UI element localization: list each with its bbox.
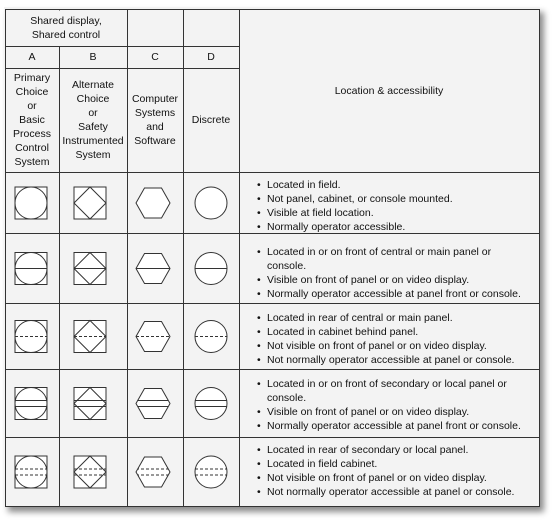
description-line: Safety (78, 121, 108, 133)
location-list-row-3 (257, 311, 537, 367)
location-bullet: • Normally operator accessible at panel front or console. (257, 287, 537, 301)
column-c-description (127, 68, 183, 172)
square-symbol (74, 456, 106, 488)
hexagon-symbol (136, 389, 170, 419)
shared-display-control-label: Shared display, Shared control (30, 15, 102, 41)
column-a-description (5, 68, 59, 172)
location-bullet: • Located in rear of secondary or local panel. (257, 443, 537, 457)
description-line: Basic (19, 114, 45, 126)
description-line: System (75, 149, 111, 161)
location-bullet: console. (267, 392, 307, 404)
description-line: Computer (131, 93, 179, 105)
location-list-row-5 (257, 443, 537, 499)
location-bullet: • Not normally operator accessible at panel or console. (257, 485, 537, 499)
description-line: Process (13, 128, 51, 140)
description-line: System (14, 156, 50, 168)
column-c-letter: C (151, 51, 159, 63)
description-line: Control (15, 142, 49, 154)
description-line: Discrete (191, 114, 231, 126)
description-line: Choice (15, 86, 49, 98)
location-bullet: console. (267, 260, 307, 272)
location-accessibility-header: Location & accessibility (334, 85, 444, 97)
description-line: Primary (13, 72, 51, 84)
description-line: Choice (76, 93, 110, 105)
location-bullet: • Visible on front of panel or on video display. (257, 273, 537, 287)
circle-symbol (195, 388, 227, 420)
location-bullet: • Located in field cabinet. (257, 457, 537, 471)
location-bullet: • Not visible on front of panel or on video display. (257, 339, 537, 353)
description-line: Instrumented (62, 135, 124, 147)
description-line: Software (134, 135, 176, 147)
location-bullet: • Normally operator accessible. (257, 220, 537, 234)
location-bullet: • Normally operator accessible at panel front or console. (257, 419, 537, 433)
column-a-letter: A (28, 51, 36, 63)
description-line: or (27, 100, 37, 112)
location-bullet: • Located in cabinet behind panel. (257, 325, 537, 339)
description-line: Systems (134, 107, 176, 119)
description-line: or (88, 107, 98, 119)
location-list-row-4 (257, 377, 537, 433)
location-bullet: • Not visible on front of panel or on video display. (257, 471, 537, 485)
location-bullet: • Not panel, cabinet, or console mounted. (257, 192, 537, 206)
location-bullet: • Located in rear of central or main panel. (257, 311, 537, 325)
circle-symbol (195, 456, 227, 488)
location-bullet: • Located in or on front of secondary or local panel or (257, 377, 537, 391)
column-b-description (59, 68, 127, 172)
column-b-letter: B (89, 51, 97, 63)
location-bullet: • Located in or on front of central or main panel or (257, 245, 537, 259)
hexagon-symbol (136, 457, 170, 487)
location-bullet: • Located in field. (257, 178, 537, 192)
square-symbol (74, 187, 106, 219)
column-d-description (183, 68, 239, 172)
location-list-row-1 (257, 178, 537, 234)
description-line: and (146, 121, 164, 133)
location-bullet: • Visible at field location. (257, 206, 537, 220)
location-bullet: • Not normally operator accessible at panel or console. (257, 353, 537, 367)
column-d-letter: D (207, 51, 215, 63)
location-list-row-2 (257, 245, 537, 301)
square-symbol (74, 388, 106, 420)
description-line: Alternate (71, 79, 115, 91)
circle-symbol (195, 187, 227, 219)
location-bullet: • Visible on front of panel or on video display. (257, 405, 537, 419)
hexagon-symbol (136, 188, 170, 218)
